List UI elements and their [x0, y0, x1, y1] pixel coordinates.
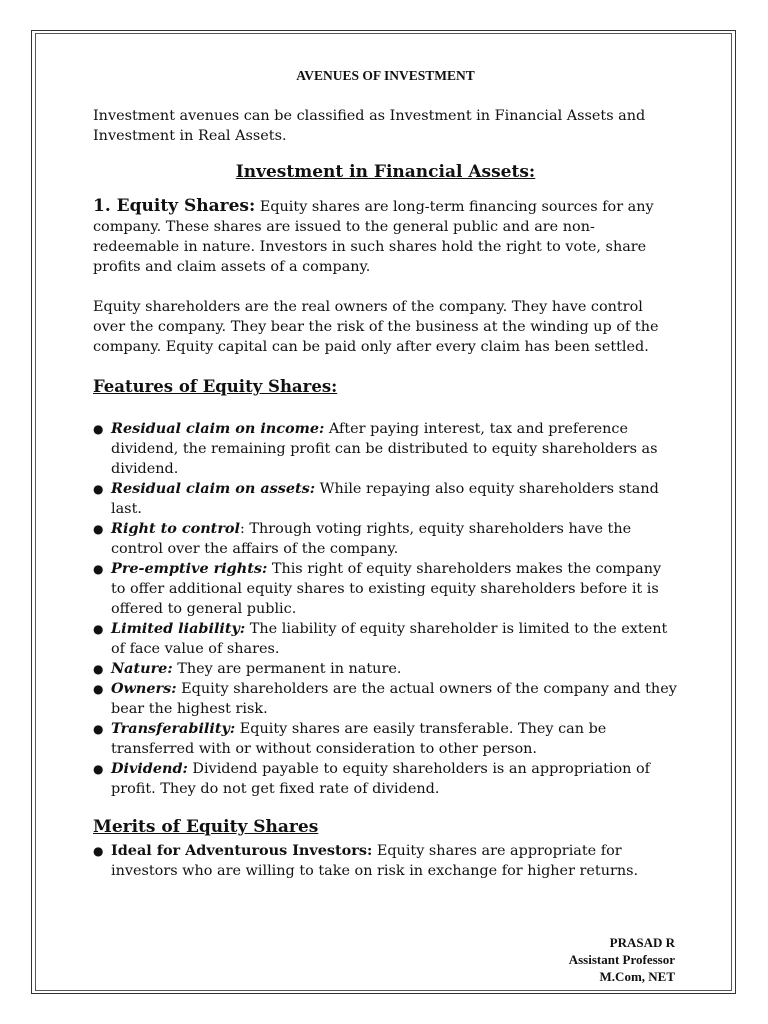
intro-paragraph: Investment avenues can be classified as Investment in Financial Assets and Investment in Real Assets. [93, 108, 646, 144]
bullet-icon: ● [93, 844, 104, 858]
list-item: ● Transferability: Equity shares are easily transferable. They can be transferred with or without consideration to other person. [93, 720, 607, 757]
bullet-icon: ● [93, 622, 104, 636]
list-item: ● Right to control: Through voting rights, equity shareholders have the control over the affairs of the company. [93, 520, 632, 557]
bullet-icon: ● [93, 482, 104, 496]
equity-shares-paragraph [93, 196, 678, 277]
features-heading: Features of Equity Shares: [93, 377, 338, 396]
equity-shares-heading: 1. Equity Shares: [93, 196, 256, 216]
list-item: ● Owners: Equity shareholders are the actual owners of the company and they bear the highest risk. [93, 680, 677, 717]
author-name: PRASAD R [609, 935, 675, 950]
merits-heading: Merits of Equity Shares [93, 817, 319, 837]
author-qualifications: M.Com, NET [599, 969, 675, 984]
author-role: Assistant Professor [568, 952, 675, 967]
list-item: ● Residual claim on assets: While repaying also equity shareholders stand last. [93, 480, 659, 517]
bullet-icon: ● [93, 522, 104, 536]
merits-list [93, 841, 678, 881]
list-item: ● Ideal for Adventurous Investors: Equity shares are appropriate for investors who are willing to take on risk in exchange for higher returns. [93, 842, 639, 879]
bullet-icon: ● [93, 682, 104, 696]
list-item: ● Residual claim on income: After paying interest, tax and preference dividend, the remaining profit can be distributed to equity shareholders as dividend. [93, 420, 658, 477]
equity-shares-text: Equity shares are long-term financing sources for any company. These shares are issued to the general public and are non-redeemable in nature. Investors in such shares hold the right to vote, share profits and claim assets of a company. [93, 199, 654, 275]
bullet-icon: ● [93, 422, 104, 436]
bullet-icon: ● [93, 722, 104, 736]
list-item: ● Nature: They are permanent in nature. [93, 660, 402, 677]
list-item: ● Dividend: Dividend payable to equity shareholders is an appropriation of profit. They do not get fixed rate of dividend. [93, 760, 651, 797]
list-item: ● Limited liability: The liability of equity shareholder is limited to the extent of face value of shares. [93, 620, 668, 657]
bullet-icon: ● [93, 562, 104, 576]
list-item: ● Pre-emptive rights: This right of equity shareholders makes the company to offer additional equity shares to existing equity shareholders before it is offered to general public. [93, 560, 662, 617]
bullet-icon: ● [93, 762, 104, 776]
author-signature-block [569, 934, 675, 985]
document-title: AVENUES OF INVESTMENT [296, 68, 475, 83]
document-body [93, 66, 678, 881]
equity-owners-paragraph: Equity shareholders are the real owners of the company. They have control over the company. They bear the risk of the business at the winding up of the company. Equity capital can be paid only after every claim has been settled. [93, 299, 659, 355]
bullet-icon: ● [93, 662, 104, 676]
financial-assets-heading: Investment in Financial Assets: [235, 162, 536, 182]
features-list [93, 419, 678, 799]
